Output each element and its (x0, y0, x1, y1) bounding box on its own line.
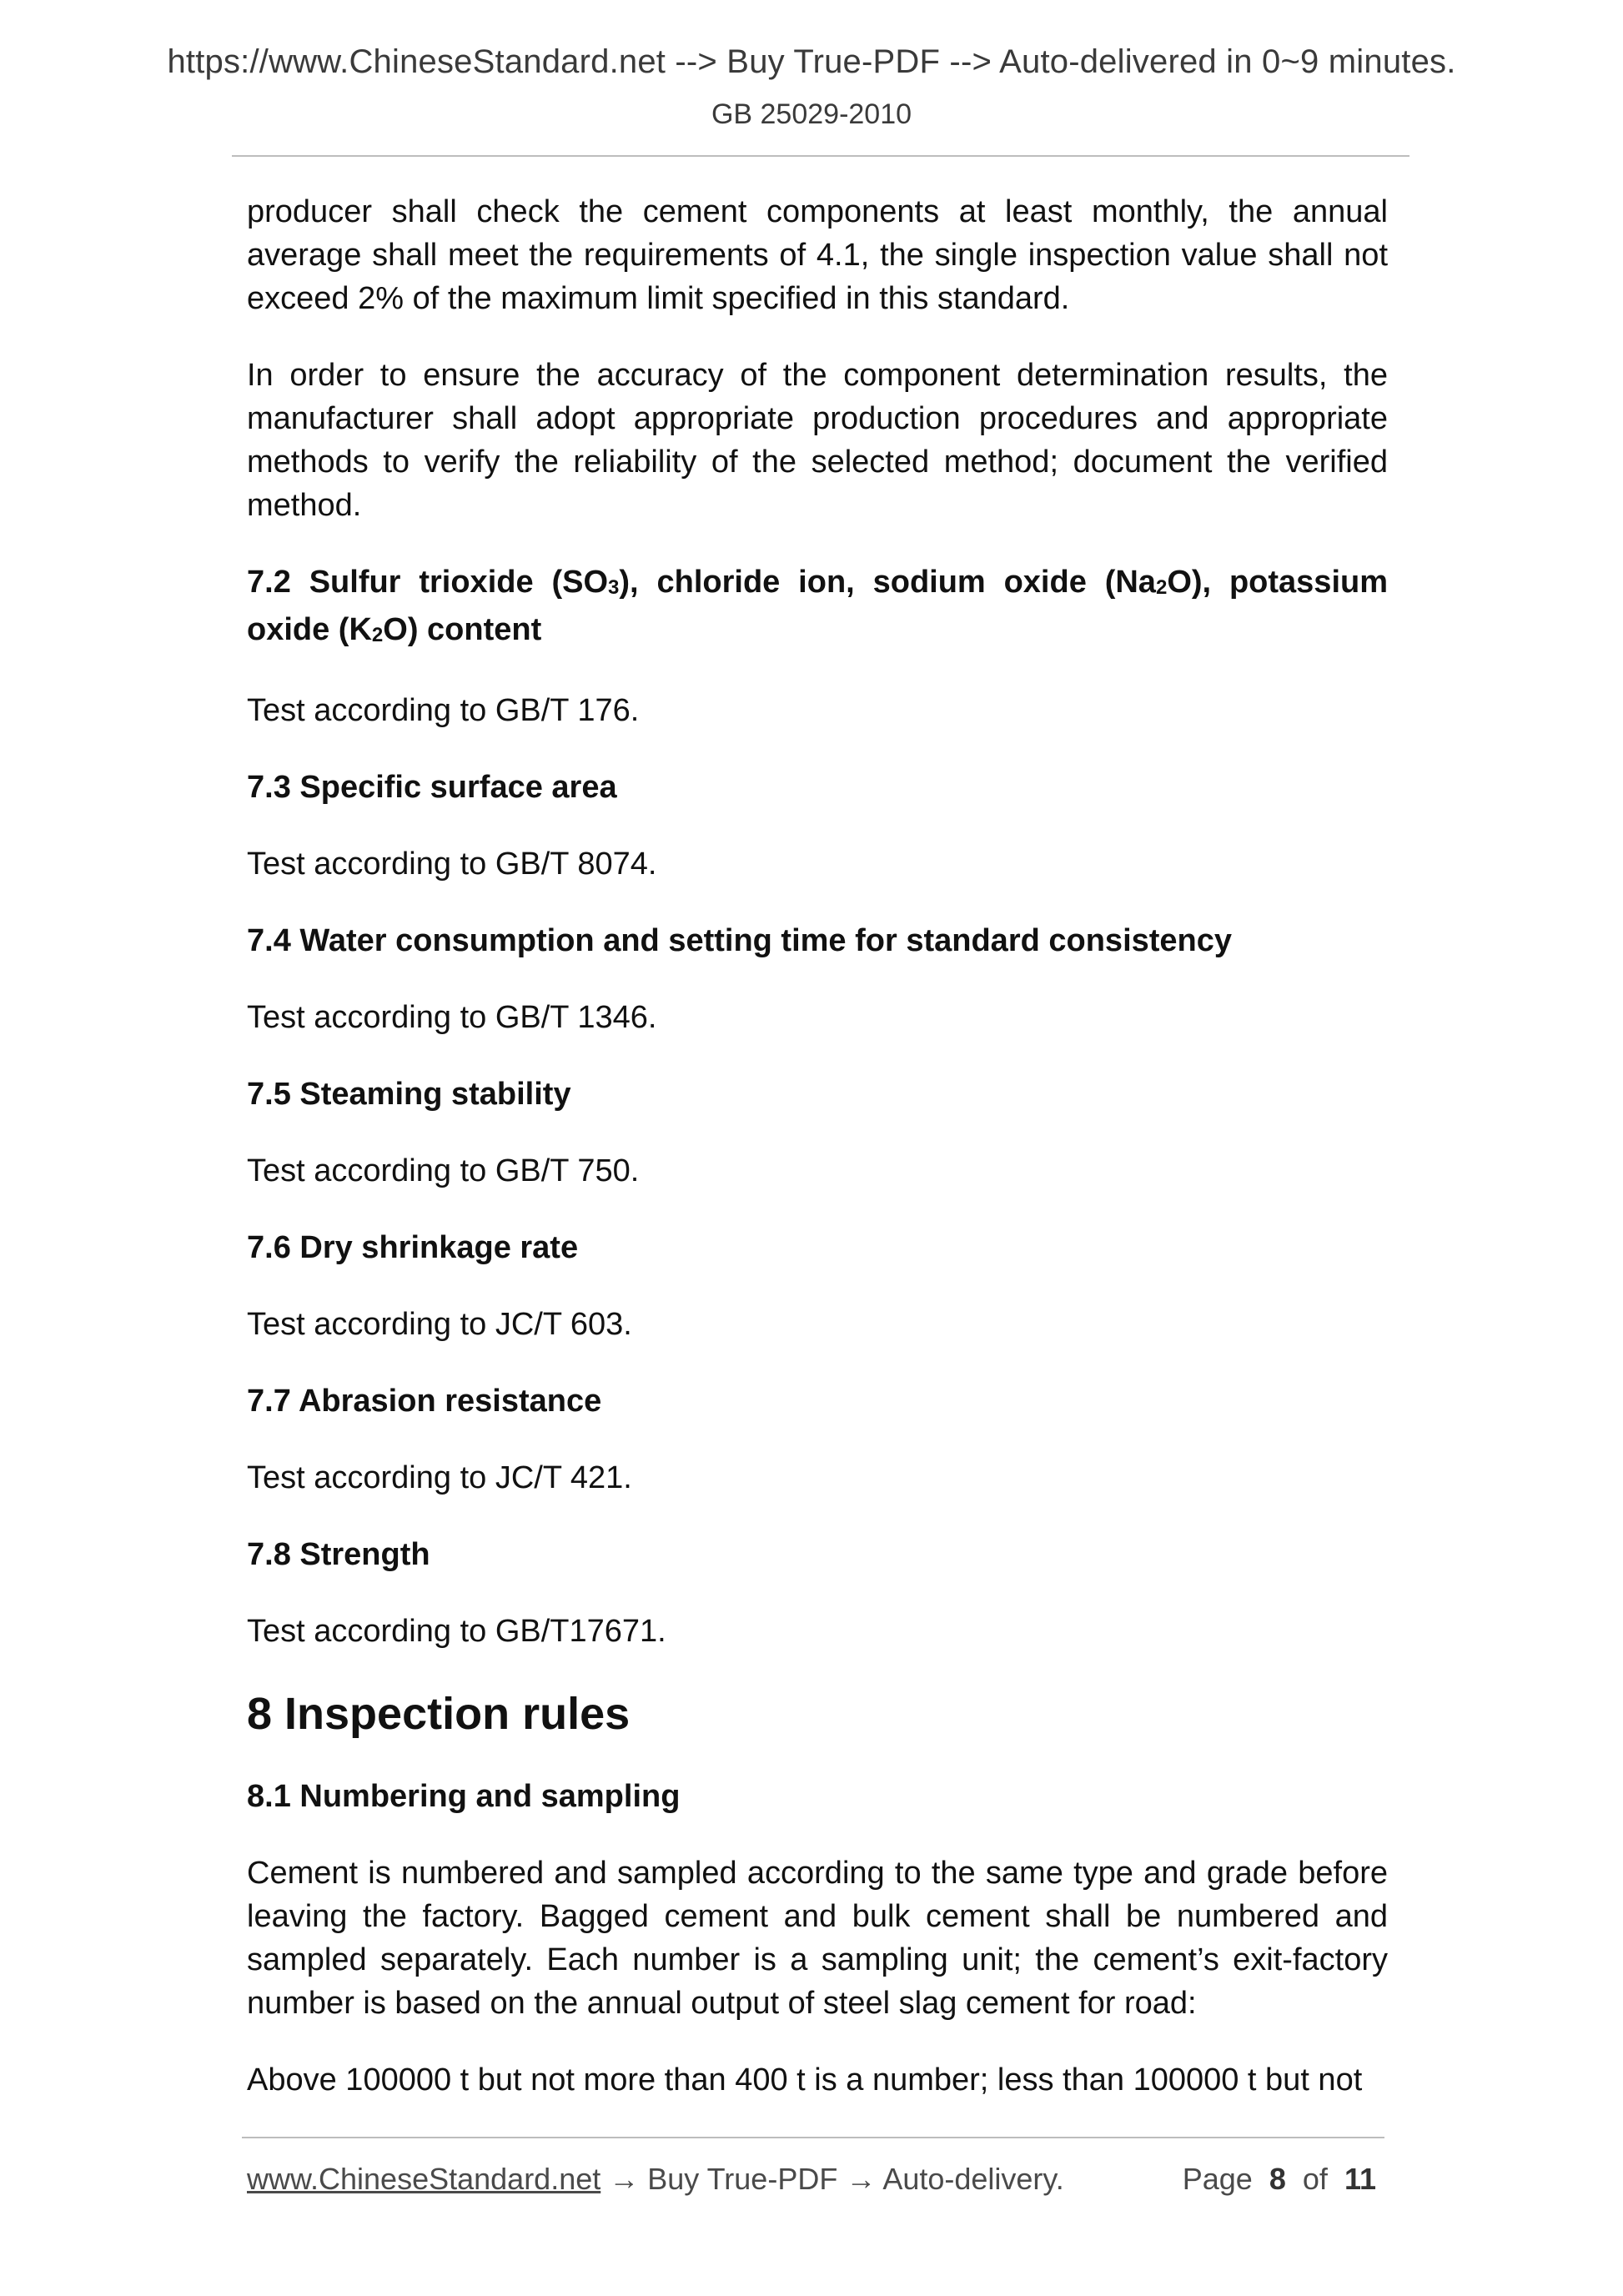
section-heading-7-8: 7.8 Strength (247, 1537, 430, 1572)
paragraph: Test according to GB/T 1346. (247, 1000, 657, 1035)
paragraph: Test according to GB/T17671. (247, 1614, 666, 1649)
section-heading-7-2: 7.2 Sulfur trioxide $(SO_3)$, chloride ion, sodium oxide $(Na_2O)$, potassium oxide $(K_2O)$ content (247, 565, 1388, 647)
page-content (247, 190, 1388, 2135)
footer-divider (242, 2137, 1384, 2138)
paragraph: producer shall check the cement components at least monthly, the annual average shall meet the requirements of 4.1, the single inspection value shall not exceed 2% of the maximum limit specified in this standard. (247, 194, 1388, 316)
section-heading-8-1: 8.1 Numbering and sampling (247, 1779, 681, 1814)
section-heading-7-5: 7.5 Steaming stability (247, 1077, 571, 1112)
paragraph: Test according to GB/T 750. (247, 1153, 640, 1188)
section-heading-7-4: 7.4 Water consumption and setting time for standard consistency (247, 923, 1233, 958)
paragraph: Cement is numbered and sampled according to the same type and grade before leaving the factory. Bagged cement and bulk cement shall be numbered and sampled separately. Each number is a sampling unit; the cement’s exit-factory number is based on the annual output of steel slag cement for road: (247, 1856, 1388, 2021)
footer-link[interactable]: www.ChineseStandard.net (247, 2162, 601, 2196)
top-banner: https://www.ChineseStandard.net --> Buy True-PDF --> Auto-delivered in 0~9 minutes. (167, 43, 1456, 80)
paragraph: Test according to JC/T 603. (247, 1307, 632, 1342)
page-footer (247, 2162, 1376, 2197)
section-heading-7-3: 7.3 Specific surface area (247, 770, 617, 805)
paragraph: Test according to JC/T 421. (247, 1460, 632, 1495)
page-indicator: Page 8 of 11 (1182, 2162, 1376, 2196)
paragraph: Test according to GB/T 176. (247, 693, 640, 728)
header-divider (232, 155, 1409, 157)
paragraph: In order to ensure the accuracy of the component determination results, the manufacturer shall adopt appropriate production procedures and appropriate methods to verify the reliability of the selected method; document the verified method. (247, 358, 1388, 523)
paragraph: Test according to GB/T 8074. (247, 847, 657, 882)
section-heading-7-6: 7.6 Dry shrinkage rate (247, 1230, 579, 1265)
chapter-heading-8: 8 Inspection rules (247, 1689, 631, 1739)
section-heading-7-7: 7.7 Abrasion resistance (247, 1384, 602, 1419)
paragraph: Above 100000 t but not more than 400 t is a number; less than 100000 t but not (247, 2062, 1363, 2098)
footer-text: → Buy True-PDF → Auto-delivery. (600, 2162, 1064, 2196)
standard-code: GB 25029-2010 (711, 98, 912, 130)
